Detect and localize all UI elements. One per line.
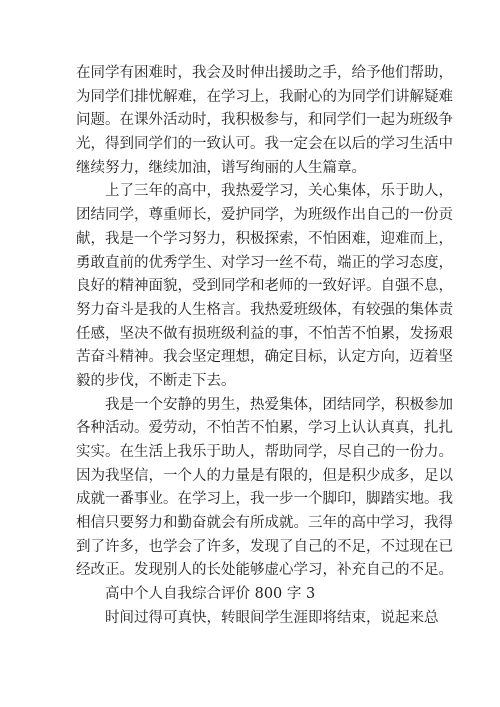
section-heading — [76, 583, 436, 607]
paragraph-1 — [76, 62, 453, 180]
section-title: 高中个人自我综合评价 800 字 3 — [105, 586, 316, 603]
paragraph-line: 任感，坚决不做有损班级利益的事，不怕苦不怕累，发扬艰 — [76, 325, 453, 342]
paragraph-4 — [76, 607, 439, 631]
paragraph-line: 因为我坚信，一个人的力量是有限的，但是积少成多，足以 — [76, 467, 453, 484]
paragraph-line: 团结同学，尊重师长，爱护同学，为班级作出自己的一份贡 — [76, 207, 453, 224]
paragraph-3 — [76, 394, 453, 584]
paragraph-line: 毅的步伐，不断走下去。 — [76, 372, 236, 389]
paragraph-2 — [76, 180, 453, 393]
paragraph-line: 我是一个安静的男生，热爱集体，团结同学，积极参加 — [105, 396, 453, 413]
document-body — [76, 62, 453, 631]
paragraph-line: 光，得到同学们的一致认可。我一定会在以后的学习生活中 — [76, 136, 453, 153]
paragraph-line: 良好的精神面貌，受到同学和老师的一致好评。自强不息， — [76, 278, 453, 295]
paragraph-line: 成就一番事业。在学习上，我一步一个脚印，脚踏实地。我 — [76, 491, 453, 508]
paragraph-line: 在同学有困难时，我会及时伸出援助之手，给予他们帮助， — [76, 65, 453, 81]
paragraph-line: 努力奋斗是我的人生格言。我热爱班级体，有较强的集体责 — [76, 301, 453, 318]
paragraph-line: 经改正。发现别人的长处能够虚心学习，补充自己的不足。 — [76, 562, 453, 579]
paragraph-line: 实实。在生活上我乐于助人，帮助同学，尽自己的一份力。 — [76, 444, 453, 460]
paragraph-line: 继续努力，继续加油，谱写绚丽的人生篇章。 — [76, 159, 366, 176]
paragraph-line: 问题。在课外活动时，我积极参与，和同学们一起为班级争 — [76, 112, 453, 129]
paragraph-line: 相信只要努力和勤奋就会有所成就。三年的高中学习，我得 — [76, 515, 453, 532]
paragraph-line: 献，我是一个学习努力，积极探索，不怕困难，迎难而上， — [76, 230, 453, 247]
paragraph-line: 苦奋斗精神。我会坚定理想，确定目标，认定方向，迈着坚 — [76, 349, 453, 366]
paragraph-line: 各种活动。爱劳动，不怕苦不怕累，学习上认认真真，扎扎 — [76, 420, 453, 437]
paragraph-line: 上了三年的高中，我热爱学习，关心集体，乐于助人， — [105, 183, 453, 200]
paragraph-line: 时间过得可真快，转眼间学生涯即将结束，说起来总 — [105, 609, 439, 626]
paragraph-line: 为同学们排忧解难，在学习上，我耐心的为同学们讲解疑难 — [76, 88, 453, 105]
paragraph-line: 勇敢直前的优秀学生、对学习一丝不苟，端正的学习态度， — [76, 254, 453, 271]
paragraph-line: 到了许多，也学会了许多，发现了自己的不足，不过现在已 — [76, 538, 453, 555]
